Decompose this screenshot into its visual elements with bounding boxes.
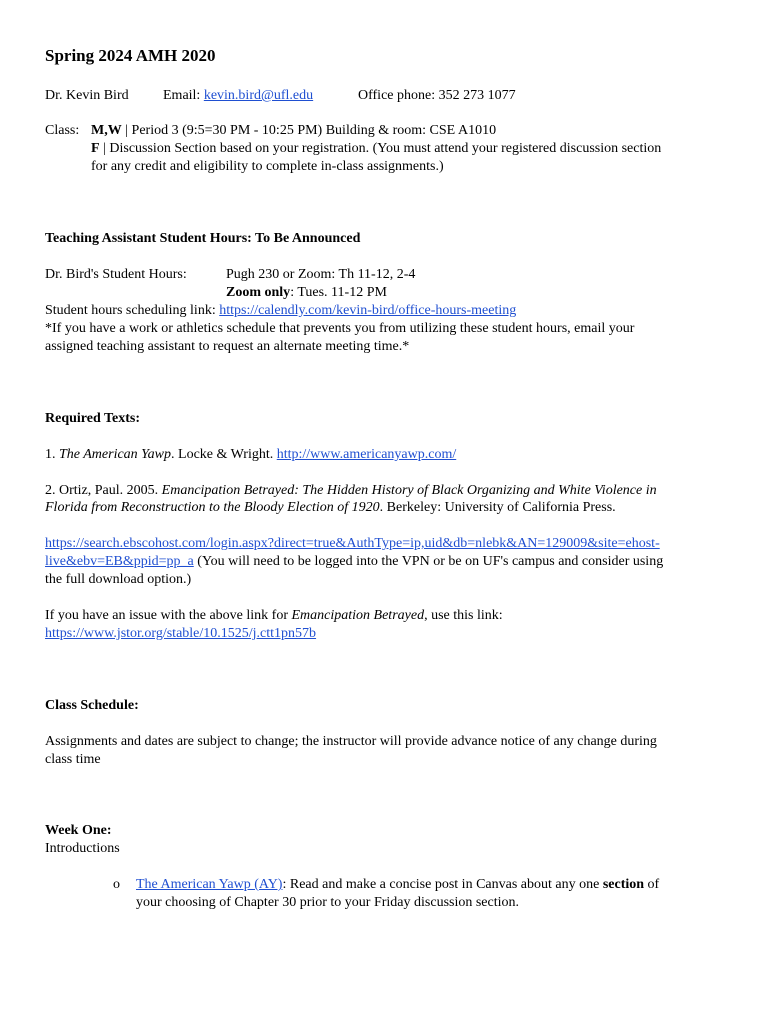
ebsco-line-1 [45,535,660,553]
student-hours-label: Dr. Bird's Student Hours: [45,267,187,282]
item-text: : Read and make a concise post in Canvas about any one [282,877,603,892]
text-2-author: 2. Ortiz, Paul. 2005. [45,483,162,498]
email-link[interactable]: kevin.bird@ufl.edu [203,88,314,103]
class-line-1 [91,122,496,140]
calendly-link[interactable]: https://calendly.com/kevin-bird/office-hours-meeting [219,303,517,318]
issue-line [45,607,503,625]
text-1-authors: . Locke & Wright. [171,447,277,462]
class-line-3: for any credit and eligibility to complete in-class assignments.) [91,159,444,174]
text-1-title: The American Yawp [59,447,172,462]
required-texts-heading: Required Texts: [45,411,141,426]
class-period: Period 3 (9:5=30 PM - 10:25 PM) Building & room: CSE A1010 [131,123,497,138]
zoom-time: : Tues. 11-12 PM [290,285,387,300]
issue-text-end: , use this link: [424,608,503,623]
email-line [163,87,313,105]
ebsco-link-part-1[interactable]: https://search.ebscohost.com/login.aspx?direct=true&AuthType=ip,uid&db=nlebk&AN=129009&site=ehost- [45,536,660,551]
issue-text: If you have an issue with the above link for [45,608,292,623]
text-2-line-1 [45,482,657,500]
ebsco-line-2 [45,553,663,571]
item-bold-section: section [602,877,645,892]
schedule-note-1: Assignments and dates are subject to change; the instructor will provide advance notice of any change during [45,734,657,749]
text-2-title-1: Emancipation Betrayed: The Hidden History of Black Organizing and White Violence in [161,483,657,498]
zoom-only: Zoom only [226,285,291,300]
american-yawp-ay-link[interactable]: The American Yawp (AY) [136,877,283,892]
jstor-link[interactable]: https://www.jstor.org/stable/10.1525/j.ctt1pn57b [45,626,317,641]
schedule-note-2: class time [45,752,101,767]
ebsco-note: (You will need to be logged into the VPN or be on UF's campus and consider using [193,554,664,569]
week-one-item-line-2: your choosing of Chapter 30 prior to your Friday discussion section. [136,895,520,910]
class-schedule-heading: Class Schedule: [45,698,139,713]
class-days: M,W [91,123,122,138]
text-2-publisher: . Berkeley: University of California Press. [379,500,616,515]
hours-note-2: assigned teaching assistant to request an alternate meeting time.* [45,339,410,354]
item-text-end: of [644,877,660,892]
ebsco-link-part-2[interactable]: live&ebv=EB&ppid=pp_a [45,554,194,569]
week-one-item-line-1 [136,876,659,894]
scheduling-label: Student hours scheduling link: [45,303,220,318]
class-line-2 [91,140,661,158]
week-one-heading: Week One: [45,823,112,838]
discussion-day: F [91,141,100,156]
student-hours-line-2 [226,284,387,302]
separator: | [103,141,106,156]
student-hours-line-1: Pugh 230 or Zoom: Th 11-12, 2-4 [226,267,416,282]
jstor-line [45,625,316,643]
separator: | [125,123,129,138]
text-1 [45,446,456,464]
week-one-subtitle: Introductions [45,841,120,856]
ebsco-line-3: the full download option.) [45,572,192,587]
class-label: Class: [45,123,80,138]
office-phone: Office phone: 352 273 1077 [358,88,516,103]
text-2-line-2 [45,499,616,517]
bullet-icon: o [113,877,120,892]
discussion-text: Discussion Section based on your registration. (You must attend your registered discussion section [109,141,662,156]
email-label: Email: [163,88,201,103]
scheduling-line [45,302,516,320]
page-title: Spring 2024 AMH 2020 [45,46,216,65]
issue-book-title: Emancipation Betrayed [291,608,425,623]
hours-note-1: *If you have a work or athletics schedule that prevents you from utilizing these student hours, email your [45,321,635,336]
text-2-title-2: Florida from Reconstruction to the Bloody Election of 1920 [45,500,380,515]
text-1-number: 1. [45,447,59,462]
ta-hours-heading: Teaching Assistant Student Hours: To Be Announced [45,231,361,246]
american-yawp-link[interactable]: http://www.americanyawp.com/ [276,447,457,462]
instructor-name: Dr. Kevin Bird [45,88,129,103]
